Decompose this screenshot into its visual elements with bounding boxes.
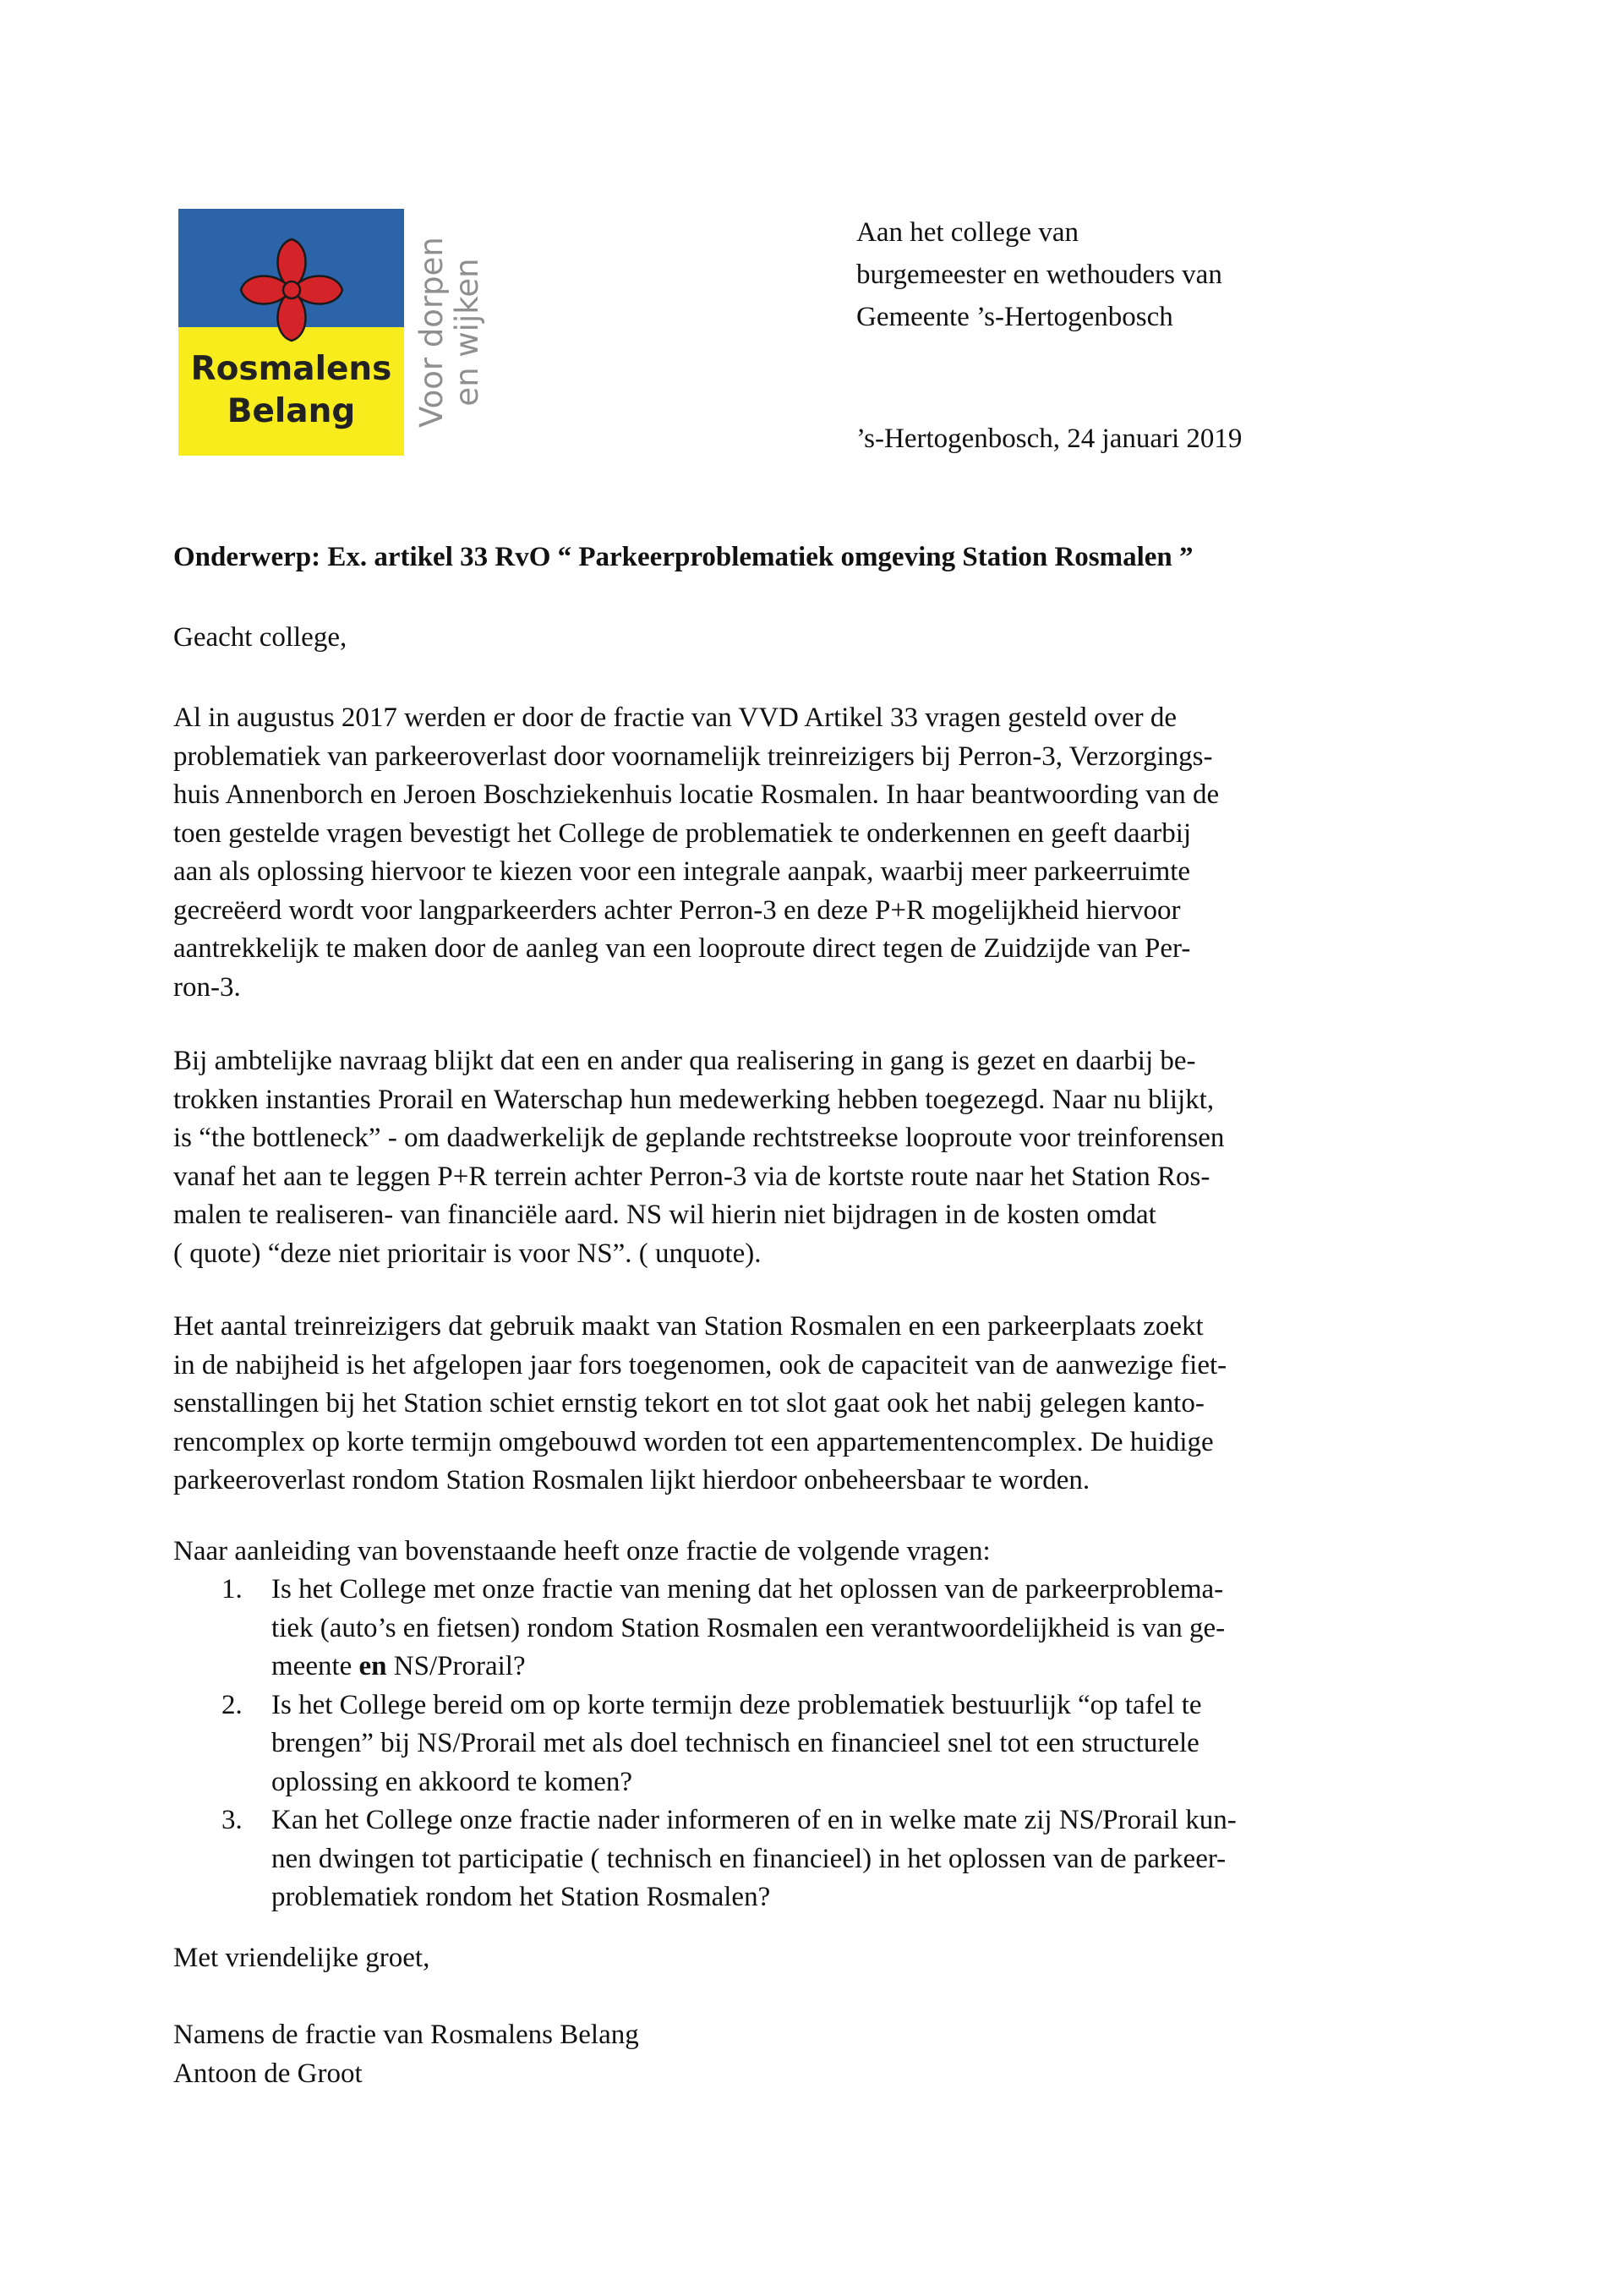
question-number: 3. — [221, 1805, 243, 1835]
text-line: huis Annenborch en Jeroen Boschziekenhuis locatie Rosmalen. In haar beantwoording van de — [173, 779, 1220, 810]
text-line: oplossing en akkoord te komen? — [271, 1766, 633, 1797]
question-item-1 — [0, 1571, 1237, 1686]
text-line: is “the bottleneck” - om daadwerkelijk de geplande rechtstreekse looproute voor treinforensen — [173, 1123, 1225, 1153]
text-line: Kan het College onze fractie nader informeren of en in welke mate zij NS/Prorail kun- — [271, 1805, 1237, 1835]
emphasis-text: en — [358, 1651, 387, 1681]
body-paragraph-3 — [173, 1308, 1227, 1501]
text-line: in de nabijheid is het afgelopen jaar fors toegenomen, ook de capaciteit van de aanwezige fiet- — [173, 1349, 1227, 1380]
closing-greeting: Met vriendelijke groet, — [173, 1943, 430, 1973]
text-line: senstallingen bij het Station schiet ernstig tekort en tot slot gaat ook het nabij gelegen kanto- — [173, 1388, 1205, 1419]
logo-badge — [178, 209, 404, 456]
logo-tagline — [408, 209, 491, 456]
flower-icon — [238, 234, 345, 346]
text-line: brengen” bij NS/Prorail met als doel technisch en financieel snel tot een structurele — [271, 1728, 1199, 1758]
text-line: toen gestelde vragen bevestigt het College de problematiek te onderkennen en geeft daarbij — [173, 817, 1192, 849]
text-line: ( quote) “deze niet prioritair is voor NS”. ( unquote). — [173, 1238, 762, 1269]
question-item-3 — [0, 1801, 1237, 1917]
signature-party: Namens de fractie van Rosmalens Belang — [173, 2020, 639, 2050]
text-line: aan als oplossing hiervoor te kiezen voor een integrale aanpak, waarbij meer parkeerruimte — [173, 856, 1191, 887]
text-line: problematiek rondom het Station Rosmalen? — [271, 1882, 771, 1912]
organization-logo — [178, 209, 491, 456]
text-line: Al in augustus 2017 werden er door de fractie van VVD Artikel 33 vragen gesteld over de — [173, 702, 1178, 733]
text-line: Is het College bereid om op korte termijn deze problematiek bestuurlijk “op tafel te — [271, 1689, 1202, 1720]
signature-block — [173, 2016, 639, 2093]
body-paragraph-1 — [173, 699, 1219, 1007]
logo-tagline-line-2: en wijken — [449, 258, 485, 407]
recipient-line: burgemeester en wethouders van — [856, 260, 1222, 290]
text-line: Het aantal treinreizigers dat gebruik maakt van Station Rosmalen en een parkeerplaats zoekt — [173, 1311, 1204, 1342]
text-line: tiek (auto’s en fietsen) rondom Station Rosmalen een verantwoordelijkheid is van ge- — [271, 1612, 1226, 1643]
text-line: Is het College met onze fractie van mening dat het oplossen van de parkeerproblema- — [271, 1574, 1224, 1604]
text-line — [271, 1648, 1237, 1686]
text-line: malen te realiseren- van financiële aard. NS wil hierin niet bijdragen in de kosten omdat — [173, 1200, 1156, 1230]
text-line: aantrekkelijk te maken door de aanleg van een looproute direct tegen de Zuidzijde van Per- — [173, 933, 1191, 964]
salutation: Geacht college, — [173, 622, 347, 653]
recipient-line: Aan het college van — [856, 217, 1079, 248]
logo-tagline-line-1: Voor dorpen — [413, 237, 450, 428]
text-line: Bij ambtelijke navraag blijkt dat een en ander qua realisering in gang is gezet en daarbij be- — [173, 1046, 1196, 1076]
text-line: trokken instanties Prorail en Waterschap hun medewerking hebben toegezegd. Naar nu blijkt, — [173, 1084, 1215, 1115]
body-paragraph-2 — [173, 1042, 1224, 1273]
text-segment: meente — [271, 1651, 359, 1681]
question-item-2 — [0, 1686, 1237, 1802]
logo-name — [178, 348, 404, 433]
text-line: vanaf het aan te leggen P+R terrein achter Perron-3 via de kortste route naar het Station Ros- — [173, 1161, 1210, 1192]
questions-list — [0, 1571, 1237, 1917]
text-line: rencomplex op korte termijn omgebouwd worden tot een appartementencomplex. De huidige — [173, 1426, 1214, 1457]
text-line: problematiek van parkeeroverlast door voornamelijk treinreizigers bij Perron-3, Verzorgings- — [173, 741, 1213, 772]
question-number: 1. — [221, 1574, 243, 1604]
letter-date: ’s-Hertogenbosch, 24 januari 2019 — [856, 424, 1243, 454]
logo-name-line-1: Rosmalens — [190, 350, 392, 388]
text-line: gecreëerd wordt voor langparkeerders achter Perron-3 en deze P+R mogelijkheid hiervoor — [173, 894, 1181, 926]
recipient-address — [856, 211, 1222, 338]
recipient-line: Gemeente ’s-Hertogenbosch — [856, 302, 1173, 332]
logo-name-line-2: Belang — [227, 392, 356, 430]
text-line: nen dwingen tot participatie ( technisch en financieel) in het oplossen van de parkeer- — [271, 1843, 1227, 1874]
text-segment: NS/Prorail? — [386, 1651, 526, 1681]
signature-name: Antoon de Groot — [173, 2058, 363, 2089]
letter-subject: Onderwerp: Ex. artikel 33 RvO “ Parkeerproblematiek omgeving Station Rosmalen ” — [173, 542, 1194, 572]
question-number: 2. — [221, 1689, 243, 1720]
text-line: ron-3. — [173, 971, 241, 1003]
text-line: parkeeroverlast rondom Station Rosmalen lijkt hierdoor onbeheersbaar te worden. — [173, 1465, 1090, 1495]
questions-intro: Naar aanleiding van bovenstaande heeft onze fractie de volgende vragen: — [173, 1536, 991, 1566]
